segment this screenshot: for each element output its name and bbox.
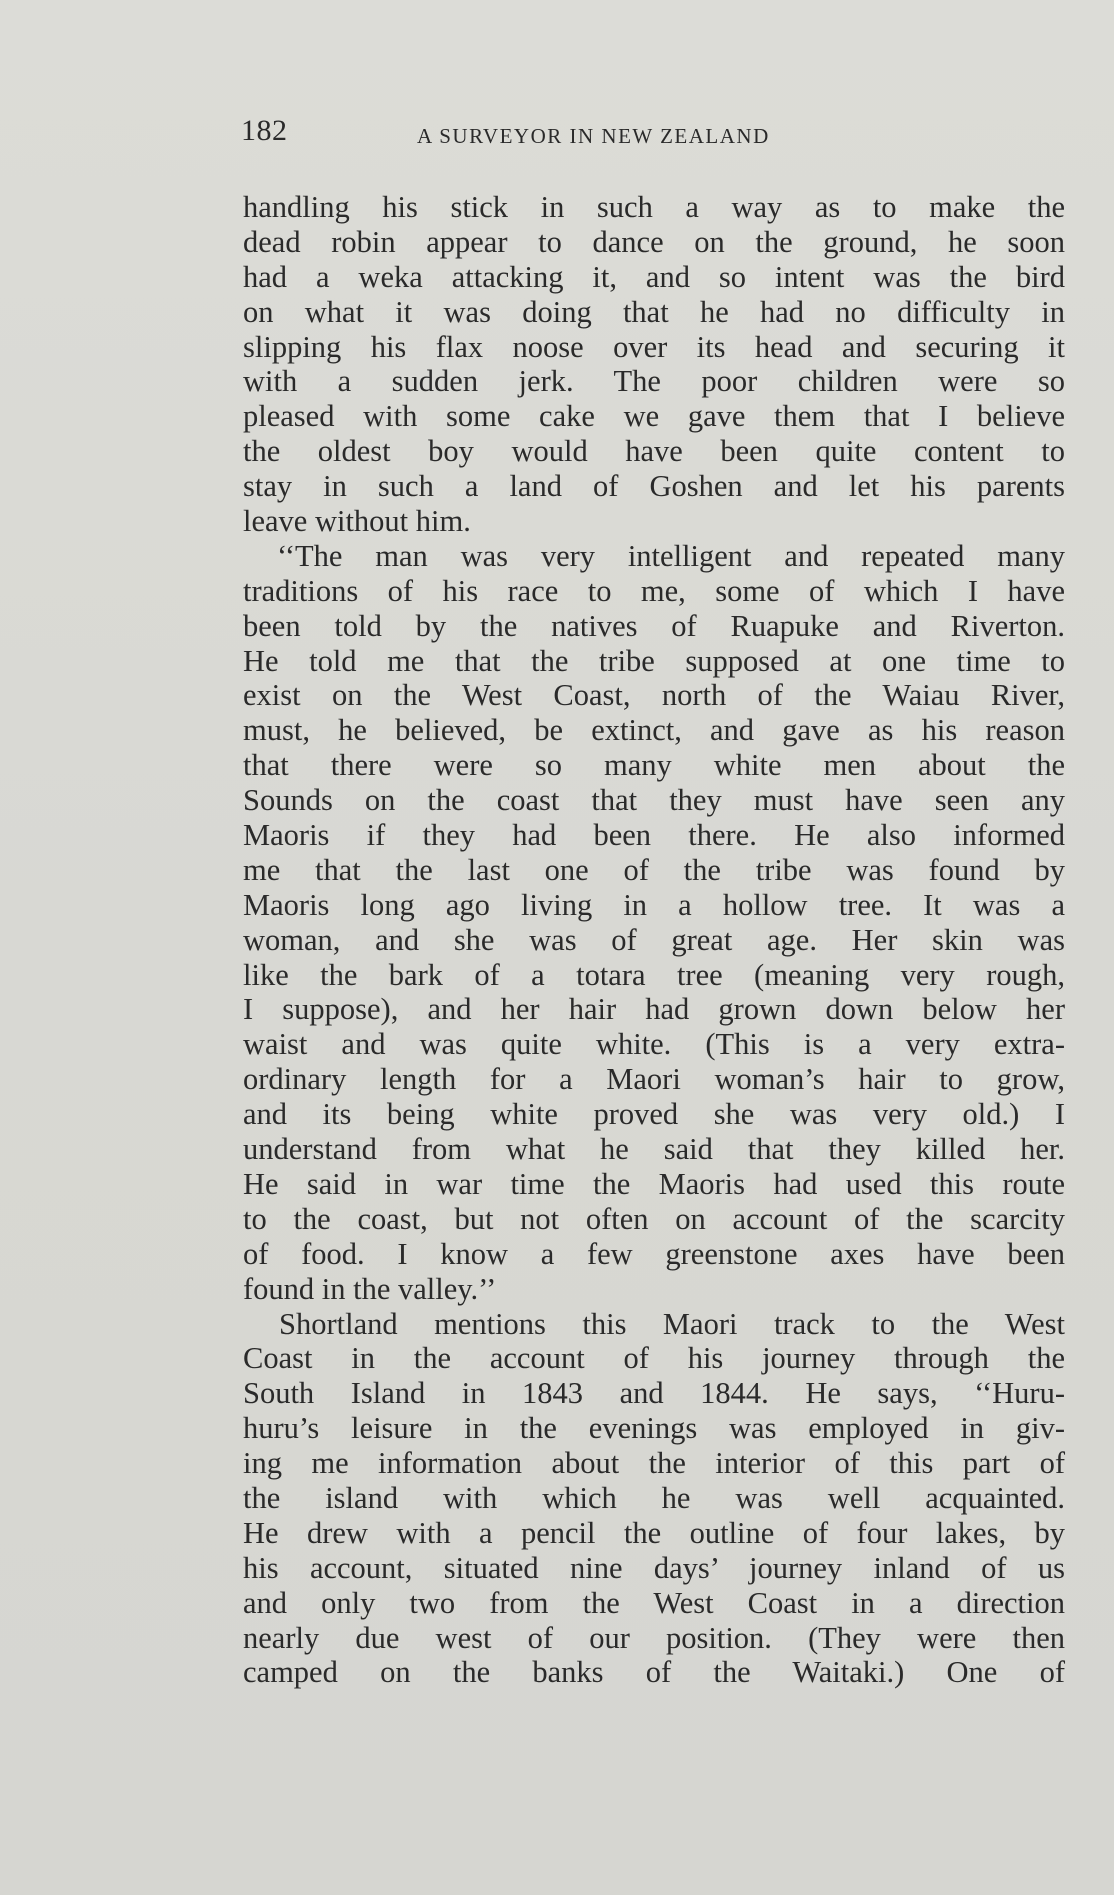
text-line: his account, situated nine days’ journey inland of us <box>243 1550 1065 1585</box>
text-line: me that the last one of the tribe was found by <box>243 852 1065 887</box>
text-line: He told me that the tribe supposed at one time to <box>243 643 1065 678</box>
text-line: and only two from the West Coast in a direction <box>243 1585 1065 1620</box>
running-title: A SURVEYOR IN NEW ZEALAND <box>417 124 770 148</box>
text-line: and its being white proved she was very old.) I <box>243 1097 1065 1132</box>
text-line: dead robin appear to dance on the ground, he soon <box>243 224 1065 259</box>
text-line: South Island in 1843 and 1844. He says, ‘‘Huru- <box>243 1376 1065 1411</box>
text-line: must, he believed, be extinct, and gave as his reason <box>243 713 1065 748</box>
text-line: understand from what he said that they killed her. <box>243 1132 1065 1167</box>
text-line: ordinary length for a Maori woman’s hair to grow, <box>243 1062 1065 1097</box>
page-number: 182 <box>241 114 288 147</box>
text-line: with a sudden jerk. The poor children were so <box>243 364 1065 399</box>
text-line: exist on the West Coast, north of the Waiau River, <box>243 678 1065 713</box>
text-line: Shortland mentions this Maori track to the West <box>279 1306 1065 1341</box>
body-text <box>243 190 1065 1690</box>
text-line: pleased with some cake we gave them that I believe <box>243 399 1065 434</box>
text-line: traditions of his race to me, some of which I have <box>243 573 1065 608</box>
text-line: stay in such a land of Goshen and let his parents <box>243 469 1065 504</box>
text-line: Maoris if they had been there. He also informed <box>243 818 1065 853</box>
text-line: to the coast, but not often on account of the scarcity <box>243 1201 1065 1236</box>
text-line: on what it was doing that he had no difficulty in <box>243 294 1065 329</box>
text-line: that there were so many white men about the <box>243 748 1065 783</box>
text-line: ‘‘The man was very intelligent and repeated many <box>277 538 1065 573</box>
text-line: handling his stick in such a way as to make the <box>243 190 1065 224</box>
text-line: the oldest boy would have been quite content to <box>243 434 1065 469</box>
text-line: He drew with a pencil the outline of four lakes, by <box>243 1515 1065 1550</box>
text-line: waist and was quite white. (This is a very extra- <box>243 1027 1065 1062</box>
text-line: huru’s leisure in the evenings was employed in giv- <box>243 1411 1065 1446</box>
text-line: of food. I know a few greenstone axes have been <box>243 1236 1065 1271</box>
text-line: Maoris long ago living in a hollow tree. It was a <box>243 887 1065 922</box>
text-line: Sounds on the coast that they must have seen any <box>243 783 1065 818</box>
text-line: nearly due west of our position. (They were then <box>243 1620 1065 1655</box>
text-line: ing me information about the interior of this part of <box>243 1446 1065 1481</box>
text-line: like the bark of a totara tree (meaning very rough, <box>243 957 1065 992</box>
text-line: been told by the natives of Ruapuke and Riverton. <box>243 608 1065 643</box>
text-line: the island with which he was well acquainted. <box>243 1480 1065 1515</box>
text-line: camped on the banks of the Waitaki.) One of <box>243 1655 1065 1690</box>
text-line: found in the valley.’’ <box>243 1271 497 1306</box>
text-line: He said in war time the Maoris had used this route <box>243 1166 1065 1201</box>
running-head <box>241 114 1066 154</box>
text-line: slipping his flax noose over its head and securing it <box>243 329 1065 364</box>
text-line: had a weka attacking it, and so intent was the bird <box>243 259 1065 294</box>
text-line: Coast in the account of his journey through the <box>243 1341 1065 1376</box>
text-line: I suppose), and her hair had grown down below her <box>243 992 1065 1027</box>
text-line: woman, and she was of great age. Her skin was <box>243 922 1065 957</box>
text-line: leave without him. <box>243 504 471 539</box>
